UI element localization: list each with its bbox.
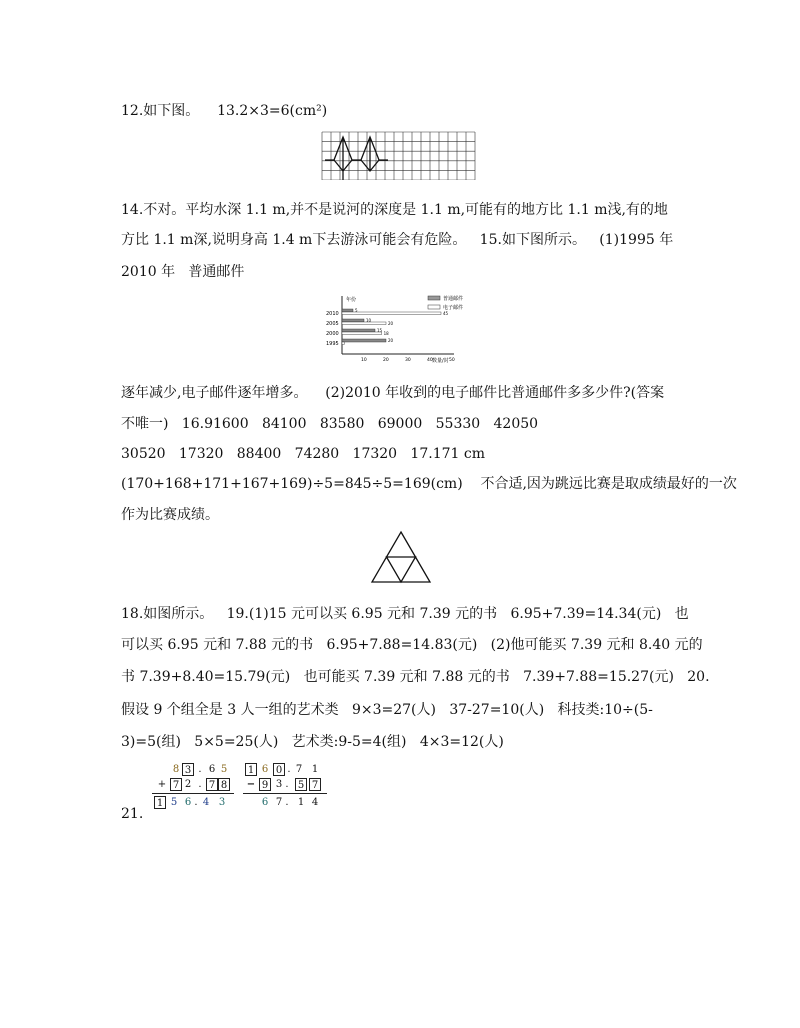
bar-value-label: 20 bbox=[388, 338, 394, 343]
answer-line-17b: 作为比赛成绩。 bbox=[121, 507, 219, 523]
email-bar-chart bbox=[324, 292, 480, 365]
digit: 3 bbox=[218, 797, 226, 808]
bar-ordinary-mail bbox=[342, 309, 353, 312]
answer-line-19b: 可以买 6.95 元和 7.88 元的书 6.95+7.88=14.83(元) (2)他可能买 7.39 元和 8.40 元的 bbox=[121, 637, 703, 653]
digit: 7 bbox=[295, 764, 303, 775]
answer-line-15a: 2010 年 普通邮件 bbox=[121, 264, 245, 280]
minus-sign: − bbox=[246, 779, 256, 790]
digit: 6 bbox=[208, 764, 216, 775]
digit: . bbox=[285, 779, 289, 790]
digit: 2 bbox=[184, 779, 192, 790]
bar-value-label: 45 bbox=[443, 311, 449, 316]
grid-figure-12 bbox=[321, 131, 478, 180]
digit-box: 1 bbox=[245, 763, 257, 776]
digit: . bbox=[285, 797, 289, 808]
bar-value-label: 20 bbox=[388, 321, 394, 326]
answer-line-18-19a: 18.如图所示。 19.(1)15 元可以买 6.95 元和 7.39 元的书 6.95+7.39=14.34(元) 也 bbox=[121, 606, 689, 622]
x-tick-label: 50 bbox=[449, 358, 455, 363]
digit: 6 bbox=[261, 764, 269, 775]
digit: 4 bbox=[202, 797, 210, 808]
x-tick-label: 30 bbox=[405, 358, 411, 363]
sum-line bbox=[152, 793, 234, 794]
triangle-figure-18 bbox=[370, 530, 432, 584]
digit-box: 9 bbox=[259, 778, 271, 791]
answer-line-16b: 30520 17320 88400 74280 17320 17.171 cm bbox=[121, 446, 485, 462]
legend-label-email: 电子邮件 bbox=[443, 305, 464, 311]
digit: 5 bbox=[220, 764, 228, 775]
digit-box: 8 bbox=[218, 778, 230, 791]
plus-sign: + bbox=[157, 779, 167, 790]
digit-box: 3 bbox=[182, 763, 194, 776]
subtraction-puzzle bbox=[241, 763, 331, 811]
answer-line-21: 21. bbox=[121, 806, 144, 822]
digit: . bbox=[198, 764, 202, 775]
bar-email bbox=[342, 322, 386, 325]
category-label: 2005 bbox=[326, 321, 339, 327]
digit-box: 7 bbox=[170, 778, 182, 791]
digit: 7 bbox=[275, 797, 283, 808]
digit: 5 bbox=[170, 797, 178, 808]
y-axis-label: 年份 bbox=[346, 297, 357, 303]
bar-ordinary-mail bbox=[342, 339, 386, 342]
digit: 6 bbox=[184, 797, 192, 808]
digit: . bbox=[194, 797, 198, 808]
bar-email bbox=[342, 342, 344, 345]
bar-ordinary-mail bbox=[342, 329, 375, 332]
digit: 1 bbox=[311, 764, 319, 775]
x-tick-label: 20 bbox=[383, 358, 389, 363]
answer-line-20a: 假设 9 个组全是 3 人一组的艺术类 9×3=27(人) 37-27=10(人) 科技类:10÷(5- bbox=[121, 702, 653, 718]
digit-box: 0 bbox=[273, 763, 285, 776]
digit: 6 bbox=[261, 797, 269, 808]
category-label: 2000 bbox=[326, 331, 339, 337]
digit: . bbox=[198, 779, 202, 790]
bar-value-label: 5 bbox=[355, 308, 358, 313]
addition-puzzle bbox=[150, 763, 240, 811]
digit-box: 7 bbox=[309, 778, 321, 791]
digit-box: 5 bbox=[295, 778, 307, 791]
bar-value-label: 10 bbox=[366, 318, 372, 323]
digit-box: 7 bbox=[206, 778, 218, 791]
answer-line-17a: (170+168+171+167+169)÷5=845÷5=169(cm) 不合适,因为跳远比赛是取成绩最好的一次 bbox=[121, 476, 737, 492]
answer-line-19c: 书 7.39+8.40=15.79(元) 也可能买 7.39 元和 7.88 元的书 7.39+7.88=15.27(元) 20. bbox=[121, 669, 710, 685]
digit: . bbox=[287, 764, 291, 775]
x-tick-label: 10 bbox=[361, 358, 367, 363]
digit: 4 bbox=[311, 797, 319, 808]
answer-line-20b: 3)=5(组) 5×5=25(人) 艺术类:9-5=4(组) 4×3=12(人) bbox=[121, 734, 504, 750]
category-label: 2010 bbox=[326, 311, 339, 317]
digit: 1 bbox=[297, 797, 305, 808]
x-tick-label: 40 bbox=[427, 358, 433, 363]
difference-line bbox=[243, 793, 327, 794]
bar-value-label: 18 bbox=[383, 331, 389, 336]
digit-box: 1 bbox=[154, 796, 166, 809]
answer-line-14a: 14.不对。平均水深 1.1 m,并不是说河的深度是 1.1 m,可能有的地方比 1.1 m浅,有的地 bbox=[121, 202, 668, 218]
answer-line-12-13: 12.如下图。 13.2×3=6(cm²) bbox=[121, 103, 328, 119]
digit: 8 bbox=[172, 764, 180, 775]
answer-line-16a: 不唯一) 16.91600 84100 83580 69000 55330 42050 bbox=[121, 416, 539, 432]
x-axis-label: 数量/封 bbox=[432, 358, 449, 364]
legend-swatch-email bbox=[428, 305, 440, 309]
bar-email bbox=[342, 332, 382, 335]
legend-label-ordinary: 普通邮件 bbox=[443, 296, 464, 302]
legend-swatch-ordinary bbox=[428, 296, 440, 300]
digit: 3 bbox=[275, 779, 283, 790]
bar-ordinary-mail bbox=[342, 319, 364, 322]
answer-line-15b: 逐年减少,电子邮件逐年增多。 (2)2010 年收到的电子邮件比普通邮件多多少件?(答案 bbox=[121, 385, 665, 401]
bar-value-label: 15 bbox=[377, 328, 383, 333]
category-label: 1995 bbox=[326, 341, 339, 347]
answer-line-14b: 方比 1.1 m深,说明身高 1.4 m下去游泳可能会有危险。 15.如下图所示。 (1)1995 年 bbox=[121, 232, 674, 248]
